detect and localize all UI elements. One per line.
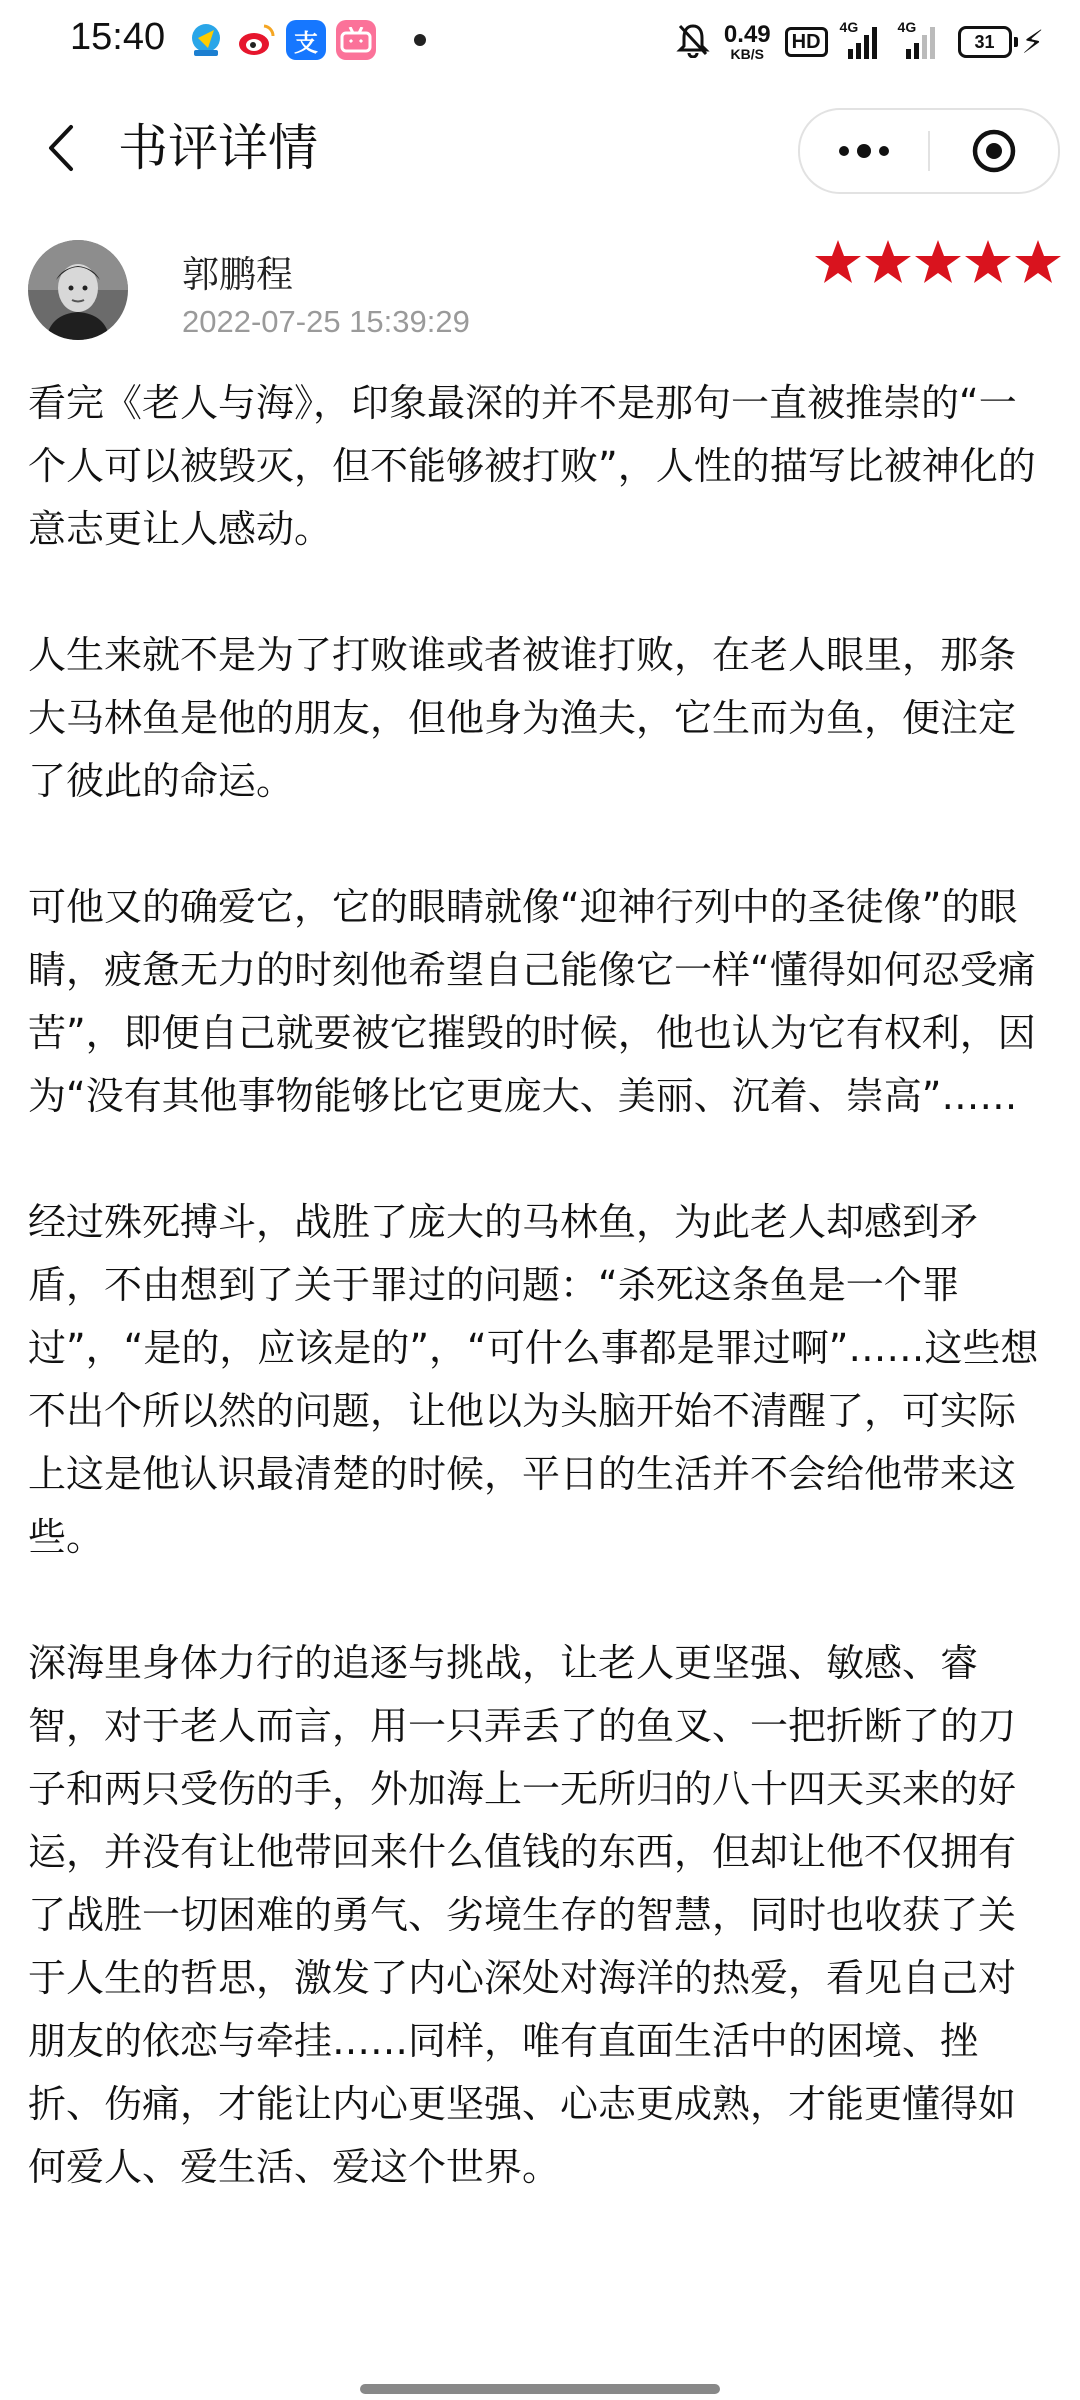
bilibili-icon: [336, 20, 376, 60]
star-icon: [864, 238, 912, 286]
review-paragraph: 可他又的确爱它，它的眼睛就像“迎神行列中的圣徒像”的眼睛，疲惫无力的时刻他希望自己能像它一样“懂得如何忍受痛苦”，即便自己就要被它摧毁的时候，他也认为它有权利，因为“没有其他事物能够比它更庞大、美丽、沉着、崇高”……: [28, 885, 1036, 1118]
hd-badge: HD: [785, 27, 828, 57]
network-speed: [724, 23, 771, 61]
star-icon: [964, 238, 1012, 286]
signal1-label: 4G: [839, 19, 859, 35]
notification-dot: [414, 34, 426, 46]
battery-level: 31: [958, 26, 1012, 58]
app-icon-1: [186, 20, 226, 60]
signal-icon-1: [839, 19, 886, 59]
signal-icon-2: [897, 19, 944, 59]
reviewer-name: 郭鹏程: [182, 253, 293, 296]
alipay-icon: 支: [286, 20, 326, 60]
star-icon: [1014, 238, 1062, 286]
review-paragraph: 经过殊死搏斗，战胜了庞大的马林鱼，为此老人却感到矛盾，不由想到了关于罪过的问题：“杀死这条鱼是一个罪过”，“是的，应该是的”，“可什么事都是罪过啊”……这些想不出个所以然的问题，让他以为头脑开始不清醒了，可实际上这是他认识最清楚的时候，平日的生活并不会给他带来这些。: [28, 1200, 1039, 1559]
review-body: [28, 372, 1052, 2199]
back-arrow-icon: [45, 123, 75, 173]
review-paragraph: 人生来就不是为了打败谁或者被谁打败，在老人眼里，那条大马林鱼是他的朋友，但他身为渔夫，它生而为鱼，便注定了彼此的命运。: [28, 633, 1017, 803]
review-paragraph: 深海里身体力行的追逐与挑战，让老人更坚强、敏感、睿智，对于老人而言，用一只弄丢了的鱼叉、一把折断了的刀子和两只受伤的手，外加海上一无所归的八十四天买来的好运，并没有让他带回来什么值钱的东西，但却让他不仅拥有了战胜一切困难的勇气、劣境生存的智慧，同时也收获了关于人生的哲思，激发了内心深处对海洋的热爱，看见自己对朋友的依恋与牵挂……同样，唯有直面生活中的困境、挫折、伤痛，才能让内心更坚强、心志更成熟，才能更懂得如何爱人、爱生活、爱这个世界。: [28, 1641, 1017, 2189]
status-time: 15:40: [70, 16, 166, 58]
mute-bell-icon: [676, 22, 710, 62]
battery-icon: [958, 23, 1044, 61]
target-close-icon: [970, 127, 1018, 175]
net-speed-value: 0.49: [723, 21, 771, 48]
charging-bolt-icon: ⚡: [1021, 23, 1044, 61]
close-miniprogram-button[interactable]: [930, 110, 1058, 192]
review-paragraph: 看完《老人与海》，印象最深的并不是那句一直被推崇的“一个人可以被毁灭，但不能够被打败”，人性的描写比被神化的意志更让人感动。: [28, 381, 1036, 551]
nav-bar: [0, 96, 1080, 200]
more-dots-icon: [839, 144, 889, 158]
avatar[interactable]: [28, 240, 128, 340]
page-title: 书评详情: [118, 119, 318, 177]
net-speed-unit: KB/S: [730, 46, 764, 62]
signal2-label: 4G: [897, 19, 917, 35]
review-date: 2022-07-25 15:39:29: [182, 304, 470, 339]
rating-stars: [814, 238, 1062, 286]
star-icon: [814, 238, 862, 286]
status-bar: [0, 0, 1080, 84]
status-right: [676, 18, 1044, 66]
mini-program-capsule: [798, 108, 1060, 194]
weibo-icon: [236, 20, 276, 60]
star-icon: [914, 238, 962, 286]
home-indicator[interactable]: [360, 2384, 720, 2394]
more-button[interactable]: [800, 110, 928, 192]
back-button[interactable]: [30, 116, 90, 180]
